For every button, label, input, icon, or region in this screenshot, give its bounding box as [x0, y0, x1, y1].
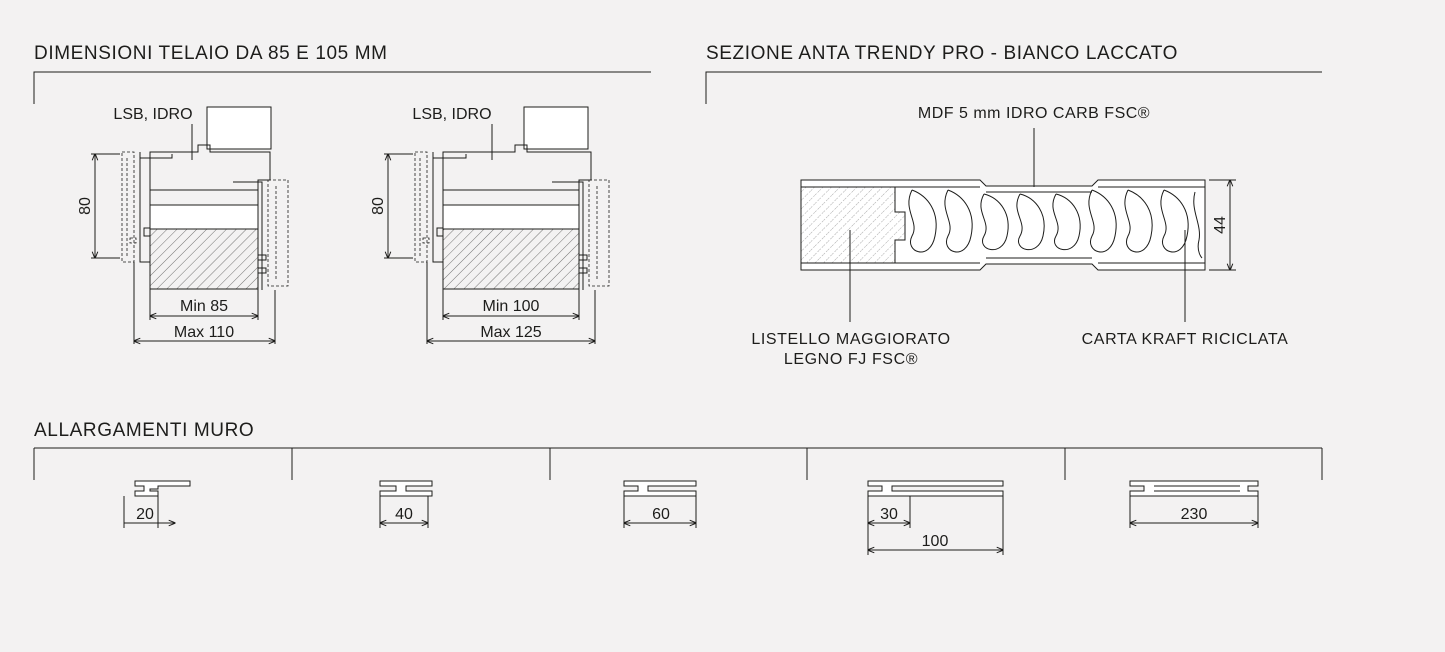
- frame-1-material-label: LSB, IDRO: [113, 106, 193, 123]
- frame-2-material-label: LSB, IDRO: [412, 106, 492, 123]
- frame-1-height-label: 80: [77, 197, 94, 215]
- listello-label-line2: LEGNO FJ FSC®: [783, 351, 919, 368]
- listello-label-line1: LISTELLO MAGGIORATO: [751, 331, 951, 348]
- frame-1-max-label: Max 110: [173, 324, 235, 341]
- frame-2-height-label: 80: [370, 197, 387, 215]
- extension-60-label: 60: [652, 506, 670, 523]
- mdf-label: MDF 5 mm IDRO CARB FSC®: [917, 105, 1151, 122]
- frame-dimensions-title: DIMENSIONI TELAIO DA 85 E 105 MM: [34, 43, 388, 64]
- extension-100-label: 100: [921, 533, 949, 550]
- extension-profile-20: [124, 481, 190, 528]
- extension-20-label: 20: [136, 506, 154, 523]
- extension-230-label: 230: [1180, 506, 1208, 523]
- extension-30-label: 30: [880, 506, 898, 523]
- frame-2-max-label: Max 125: [480, 324, 542, 341]
- extension-40-label: 40: [395, 506, 413, 523]
- door-thickness-label: 44: [1212, 216, 1229, 234]
- frame-1-min-label: Min 85: [179, 298, 229, 315]
- frame-2-min-label: Min 100: [482, 298, 540, 315]
- carta-kraft-label: CARTA KRAFT RICICLATA: [1081, 331, 1289, 348]
- wall-extensions-title: ALLARGAMENTI MURO: [34, 420, 255, 441]
- door-section-title: SEZIONE ANTA TRENDY PRO - BIANCO LACCATO: [706, 43, 1179, 64]
- door-section-drawing: [801, 128, 1236, 322]
